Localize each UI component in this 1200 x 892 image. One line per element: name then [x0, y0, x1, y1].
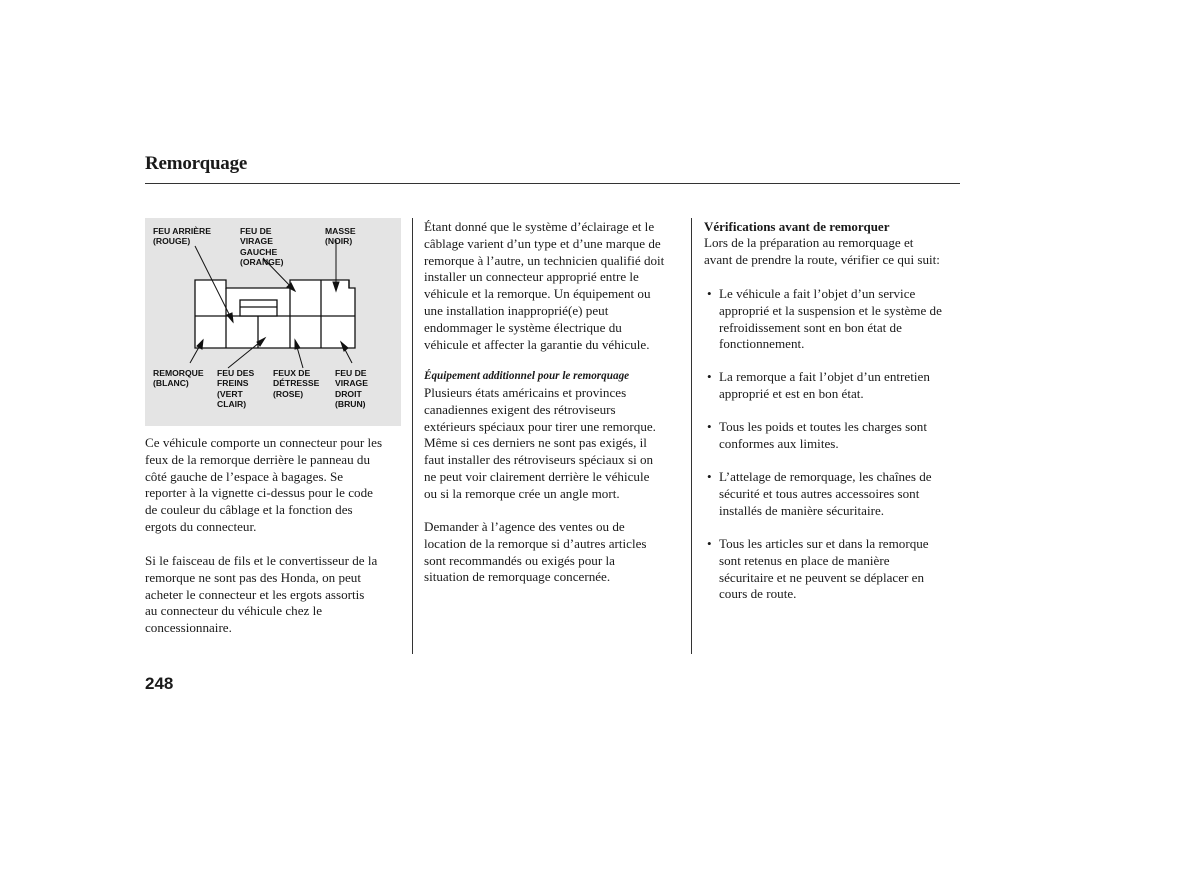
connector-diagram	[145, 218, 401, 426]
bullet-icon: •	[707, 369, 712, 384]
equipment-subheading: Équipement additionnel pour le remorquage	[424, 370, 630, 382]
text-line: installés de manière sécuritaire.	[719, 502, 885, 518]
text-line: reporter à la vignette ci-dessus pour le code	[145, 485, 373, 501]
text-line: côté gauche de l’espace à bagages. Se	[145, 468, 344, 484]
label-feux-detresse: FEUX DE DÉTRESSE (ROSE)	[273, 368, 320, 399]
text-line: approprié et est en bon état.	[719, 385, 864, 401]
label-masse: MASSE (NOIR)	[325, 226, 356, 247]
text-line: Lors de la préparation au remorquage et	[704, 235, 914, 250]
text-line: au connecteur du véhicule chez le	[145, 603, 323, 619]
text-line: Le véhicule a fait l’objet d’un service	[719, 286, 916, 301]
col1-paragraph-2	[145, 553, 377, 637]
text-line: conformes aux limites.	[719, 435, 839, 451]
check-item	[707, 286, 942, 353]
text-line: L’attelage de remorquage, les chaînes de	[719, 469, 932, 484]
text-line: sécuritaire et ne peuvent se déplacer en	[719, 569, 925, 585]
label-feu-freins: FEU DES FREINS (VERT CLAIR)	[217, 368, 255, 409]
text-line: véhicule et la remorque. Un équipement ou	[424, 286, 651, 302]
text-line: faut installer des rétroviseurs spéciaux si on	[424, 452, 654, 468]
column-divider-2	[691, 218, 692, 654]
check-item	[707, 469, 932, 519]
label-remorque: REMORQUE (BLANC)	[153, 368, 204, 389]
col2-paragraph-2	[424, 385, 656, 503]
text-line: endommager le système électrique du	[424, 319, 622, 335]
text-line: Tous les articles sur et dans la remorque	[719, 536, 929, 551]
col1-paragraph-1	[145, 435, 382, 536]
text-line: canadiennes exigent des rétroviseurs	[424, 401, 616, 417]
text-line: Tous les poids et toutes les charges sont	[719, 419, 927, 434]
page-number: 248	[145, 674, 174, 693]
label-feu-arriere: FEU ARRIÈRE (ROUGE)	[153, 226, 211, 247]
text-line: extérieurs spéciaux pour tirer une remorque.	[424, 418, 656, 434]
checks-intro	[704, 235, 940, 269]
text-line: de couleur du câblage et la fonction des	[145, 502, 353, 518]
col2-paragraph-1	[424, 219, 664, 353]
text-line: ergots du connecteur.	[145, 518, 257, 534]
text-line: Si le faisceau de fils et le convertisseur de la	[145, 553, 378, 568]
column-divider-1	[412, 218, 413, 654]
text-line: situation de remorquage concernée.	[424, 569, 611, 585]
bullet-icon: •	[707, 286, 712, 301]
col2-paragraph-3	[424, 519, 647, 586]
text-line: remorque ne sont pas des Honda, on peut	[145, 569, 361, 585]
checks-heading: Vérifications avant de remorquer	[704, 219, 890, 234]
text-line: câblage varient d’un type et d’une marque de	[424, 235, 661, 251]
label-feu-virage-droit: FEU DE VIRAGE DROIT (BRUN)	[335, 368, 368, 409]
text-line: approprié et la suspension et le système de	[719, 302, 942, 318]
bullet-icon: •	[707, 469, 712, 484]
bullet-icon: •	[707, 419, 712, 434]
text-line: sont recommandés ou exigés pour la	[424, 552, 615, 568]
bullet-icon: •	[707, 536, 712, 551]
text-line: Ce véhicule comporte un connecteur pour les	[145, 435, 383, 450]
label-feu-virage-gauche: FEU DE VIRAGE GAUCHE (ORANGE)	[240, 226, 284, 267]
text-line: La remorque a fait l’objet d’un entretien	[719, 369, 930, 384]
page-title: Remorquage	[145, 153, 248, 174]
text-line: une installation inapproprié(e) peut	[424, 302, 609, 318]
text-line: Demander à l’agence des ventes ou de	[424, 519, 625, 534]
text-line: acheter le connecteur et les ergots assortis	[145, 586, 365, 602]
connector-latch	[240, 300, 277, 316]
text-line: installer un connecteur approprié entre le	[424, 269, 639, 285]
text-line: sécurité et tous autres accessoires sont	[719, 485, 920, 501]
text-line: avant de prendre la route, vérifier ce qui suit:	[704, 251, 940, 267]
check-item	[707, 536, 929, 603]
text-line: Étant donné que le système d’éclairage et le	[424, 219, 655, 234]
text-line: véhicule et affecter la garantie du véhicule.	[424, 336, 650, 352]
text-line: Plusieurs états américains et provinces	[424, 385, 627, 400]
check-item	[707, 419, 927, 453]
text-line: fonctionnement.	[719, 336, 805, 352]
check-item	[707, 369, 930, 403]
text-line: ne peut voir clairement derrière le véhicule	[424, 468, 650, 484]
text-line: ou si la remorque crée un angle mort.	[424, 485, 620, 501]
text-line: concessionnaire.	[145, 620, 232, 636]
text-line: Même si ces derniers ne sont pas exigés, il	[424, 435, 647, 451]
text-line: location de la remorque si d’autres articles	[424, 535, 647, 551]
text-line: remorque à l’autre, un technicien qualifié doit	[424, 252, 665, 268]
text-line: refroidissement sont en bon état de	[719, 319, 902, 335]
text-line: sont retenus en place de manière	[719, 552, 890, 568]
title-rule	[145, 183, 960, 184]
text-line: feux de la remorque derrière le panneau du	[145, 451, 371, 467]
text-line: cours de route.	[719, 586, 797, 602]
